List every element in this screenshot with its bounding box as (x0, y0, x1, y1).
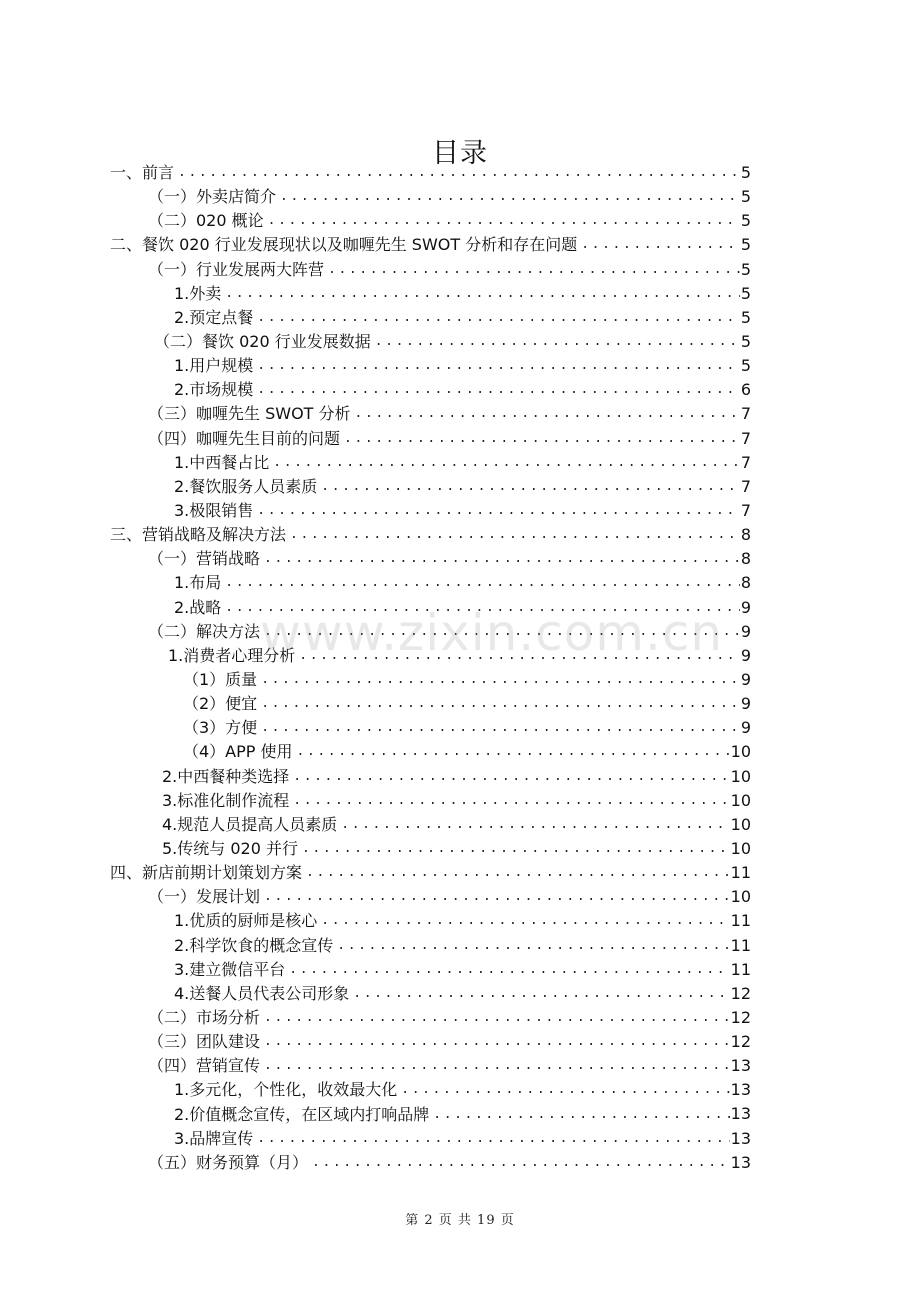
toc-entry-label: 1.多元化，个性化，收效最大化 (174, 1080, 398, 1100)
toc-leader-dots (298, 837, 751, 861)
toc-entry[interactable] (0, 475, 920, 499)
toc-entry-label: 3.标准化制作流程 (162, 790, 290, 810)
page-title: 目录 (432, 138, 488, 170)
toc-entry-page-number: 8 (740, 571, 751, 595)
toc-entry-page-number: 12 (730, 1030, 751, 1054)
toc-entry-label: （1）质量 (183, 670, 258, 690)
toc-entry-label: 3.品牌宣传 (174, 1128, 254, 1148)
toc-entry-label: 1.消费者心理分析 (168, 645, 296, 665)
toc-entry-page-number: 13 (730, 1102, 751, 1126)
toc-entry[interactable] (0, 330, 920, 354)
toc-entry[interactable] (0, 837, 920, 861)
toc-entry-page-number: 12 (730, 1006, 751, 1030)
toc-entry[interactable] (0, 161, 920, 185)
toc-entry[interactable] (0, 740, 920, 764)
toc-entry-label: （二）解决方法 (148, 621, 261, 641)
toc-entry-label: 3.极限销售 (174, 501, 254, 521)
toc-leader-dots (260, 885, 751, 909)
table-of-contents (0, 161, 920, 1175)
toc-entry-page-number: 13 (730, 1127, 751, 1151)
toc-entry[interactable] (0, 547, 920, 571)
toc-entry-page-number: 7 (740, 402, 751, 426)
toc-leader-dots (221, 282, 751, 306)
toc-entry-label: 2.预定点餐 (174, 307, 254, 327)
toc-entry-label: （一）营销战略 (148, 549, 261, 569)
toc-entry-label: 四、新店前期计划策划方案 (110, 863, 303, 883)
toc-entry-label: 2.中西餐种类选择 (162, 766, 290, 786)
toc-entry[interactable] (0, 402, 920, 426)
toc-entry-page-number: 5 (740, 258, 751, 282)
toc-entry-label: 4.送餐人员代表公司形象 (174, 983, 350, 1003)
toc-entry-page-number: 11 (730, 934, 751, 958)
toc-entry[interactable] (0, 982, 920, 1006)
toc-entry-page-number: 7 (740, 475, 751, 499)
toc-entry[interactable] (0, 499, 920, 523)
toc-entry[interactable] (0, 716, 920, 740)
toc-entry-label: 1.优质的厨师是核心 (174, 911, 318, 931)
toc-entry[interactable] (0, 789, 920, 813)
toc-entry[interactable] (0, 451, 920, 475)
toc-leader-dots (174, 161, 751, 185)
toc-entry-page-number: 10 (730, 837, 751, 861)
toc-entry-label: 2.战略 (174, 597, 222, 617)
toc-entry[interactable] (0, 354, 920, 378)
toc-entry-label: （2）便宜 (183, 694, 258, 714)
toc-entry-label: （二）020 概论 (148, 211, 264, 231)
toc-entry-page-number: 11 (730, 958, 751, 982)
toc-entry-page-number: 9 (740, 644, 751, 668)
toc-entry[interactable] (0, 1006, 920, 1030)
toc-leader-dots (577, 233, 751, 257)
toc-leader-dots (285, 958, 751, 982)
toc-leader-dots (269, 451, 751, 475)
toc-entry[interactable] (0, 1102, 920, 1126)
toc-entry[interactable] (0, 861, 920, 885)
toc-entry-page-number: 5 (740, 233, 751, 257)
toc-entry[interactable] (0, 958, 920, 982)
toc-entry-label: 二、餐饮 020 行业发展现状以及咖喱先生 SWOT 分析和存在问题 (110, 235, 578, 255)
toc-entry-label: （3）方便 (183, 718, 258, 738)
toc-leader-dots (260, 1054, 751, 1078)
toc-entry[interactable] (0, 692, 920, 716)
toc-leader-dots (276, 185, 751, 209)
toc-entry[interactable] (0, 209, 920, 233)
toc-entry-label: 1.用户规模 (174, 356, 254, 376)
toc-leader-dots (302, 861, 751, 885)
toc-entry[interactable] (0, 378, 920, 402)
toc-entry[interactable] (0, 427, 920, 451)
toc-entry-page-number: 5 (740, 354, 751, 378)
toc-entry-page-number: 9 (740, 620, 751, 644)
toc-entry-page-number: 7 (740, 427, 751, 451)
toc-entry-page-number: 9 (740, 668, 751, 692)
toc-entry[interactable] (0, 934, 920, 958)
toc-leader-dots (308, 1151, 751, 1175)
toc-leader-dots (295, 644, 751, 668)
toc-entry-page-number: 13 (730, 1078, 751, 1102)
toc-leader-dots (257, 716, 751, 740)
toc-leader-dots (221, 596, 751, 620)
toc-leader-dots (286, 523, 751, 547)
toc-entry[interactable] (0, 668, 920, 692)
toc-entry[interactable] (0, 523, 920, 547)
watermark: www.zixin.com.cn (260, 604, 724, 662)
toc-entry-page-number: 13 (730, 1054, 751, 1078)
toc-leader-dots (349, 982, 751, 1006)
toc-entry-page-number: 12 (730, 982, 751, 1006)
toc-entry-label: （4）APP 使用 (183, 742, 293, 762)
toc-entry-label: 3.建立微信平台 (174, 959, 286, 979)
toc-entry-page-number: 8 (740, 547, 751, 571)
toc-entry-label: （三）咖喱先生 SWOT 分析 (148, 404, 351, 424)
toc-entry-page-number: 5 (740, 282, 751, 306)
toc-entry-page-number: 13 (730, 1151, 751, 1175)
toc-entry-label: （一）行业发展两大阵营 (148, 259, 325, 279)
toc-leader-dots (397, 1078, 751, 1102)
toc-leader-dots (260, 1006, 751, 1030)
toc-leader-dots (253, 354, 751, 378)
toc-entry-page-number: 5 (740, 306, 751, 330)
toc-entry-page-number: 5 (740, 161, 751, 185)
toc-leader-dots (264, 209, 751, 233)
toc-entry[interactable] (0, 258, 920, 282)
toc-entry[interactable] (0, 813, 920, 837)
toc-entry-page-number: 9 (740, 716, 751, 740)
toc-entry-page-number: 5 (740, 185, 751, 209)
toc-entry[interactable] (0, 596, 920, 620)
toc-leader-dots (253, 306, 751, 330)
toc-leader-dots (289, 765, 751, 789)
toc-entry[interactable] (0, 306, 920, 330)
toc-entry-label: 1.外卖 (174, 283, 222, 303)
toc-entry-label: 2.价值概念宣传，在区域内打响品牌 (174, 1104, 430, 1124)
toc-leader-dots (317, 909, 751, 933)
toc-entry[interactable] (0, 644, 920, 668)
toc-entry-page-number: 10 (730, 885, 751, 909)
toc-entry-page-number: 6 (740, 378, 751, 402)
toc-leader-dots (221, 571, 751, 595)
toc-entry-label: 1.布局 (174, 573, 222, 593)
toc-entry-label: （一）发展计划 (148, 887, 261, 907)
toc-leader-dots (340, 427, 751, 451)
toc-leader-dots (324, 258, 751, 282)
toc-entry-label: （一）外卖店简介 (148, 187, 277, 207)
toc-leader-dots (333, 934, 751, 958)
toc-entry[interactable] (0, 885, 920, 909)
page-footer: 第 2 页 共 19 页 (405, 1213, 515, 1228)
toc-entry[interactable] (0, 1127, 920, 1151)
toc-entry-page-number: 9 (740, 692, 751, 716)
toc-leader-dots (260, 620, 751, 644)
toc-entry-page-number: 10 (730, 789, 751, 813)
toc-entry[interactable] (0, 1078, 920, 1102)
toc-entry[interactable] (0, 1030, 920, 1054)
toc-entry-label: 2.餐饮服务人员素质 (174, 476, 318, 496)
toc-entry-page-number: 5 (740, 330, 751, 354)
toc-leader-dots (257, 668, 751, 692)
toc-entry[interactable] (0, 282, 920, 306)
toc-entry-page-number: 11 (730, 909, 751, 933)
toc-entry-page-number: 7 (740, 499, 751, 523)
toc-entry-page-number: 10 (730, 740, 751, 764)
toc-entry-label: （二）市场分析 (148, 1007, 261, 1027)
toc-entry-label: 三、营销战略及解决方法 (110, 525, 287, 545)
toc-entry-label: 2.科学饮食的概念宣传 (174, 935, 334, 955)
toc-leader-dots (371, 330, 751, 354)
toc-entry-label: 2.市场规模 (174, 380, 254, 400)
toc-entry-label: （四）咖喱先生目前的问题 (148, 428, 341, 448)
toc-entry-page-number: 5 (740, 209, 751, 233)
toc-entry[interactable] (0, 1151, 920, 1175)
toc-entry[interactable] (0, 1054, 920, 1078)
toc-entry[interactable] (0, 571, 920, 595)
toc-entry[interactable] (0, 909, 920, 933)
toc-entry[interactable] (0, 185, 920, 209)
toc-leader-dots (429, 1103, 751, 1127)
toc-leader-dots (253, 378, 751, 402)
toc-leader-dots (260, 1030, 751, 1054)
toc-entry-label: （四）营销宣传 (148, 1056, 261, 1076)
toc-entry-page-number: 10 (730, 765, 751, 789)
toc-leader-dots (293, 740, 751, 764)
toc-leader-dots (289, 789, 751, 813)
toc-entry-label: （五）财务预算（月） (148, 1152, 309, 1172)
toc-entry-label: （三）团队建设 (148, 1032, 261, 1052)
toc-entry[interactable] (0, 233, 920, 257)
toc-entry-page-number: 8 (740, 523, 751, 547)
toc-entry-page-number: 10 (730, 813, 751, 837)
toc-entry[interactable] (0, 765, 920, 789)
toc-leader-dots (257, 692, 751, 716)
toc-leader-dots (260, 547, 751, 571)
toc-leader-dots (317, 475, 751, 499)
toc-entry-label: 4.规范人员提高人员素质 (162, 814, 338, 834)
toc-leader-dots (253, 499, 751, 523)
toc-entry-label: 5.传统与 020 并行 (162, 839, 298, 858)
toc-entry-label: （二）餐饮 020 行业发展数据 (154, 332, 371, 352)
toc-entry-label: 一、前言 (110, 163, 175, 183)
toc-entry-page-number: 11 (730, 861, 751, 885)
toc-leader-dots (253, 1127, 751, 1151)
toc-entry-label: 1.中西餐占比 (174, 452, 270, 472)
toc-leader-dots (351, 402, 751, 426)
toc-entry[interactable] (0, 620, 920, 644)
toc-entry-page-number: 9 (740, 596, 751, 620)
toc-entry-page-number: 7 (740, 451, 751, 475)
toc-leader-dots (337, 813, 751, 837)
